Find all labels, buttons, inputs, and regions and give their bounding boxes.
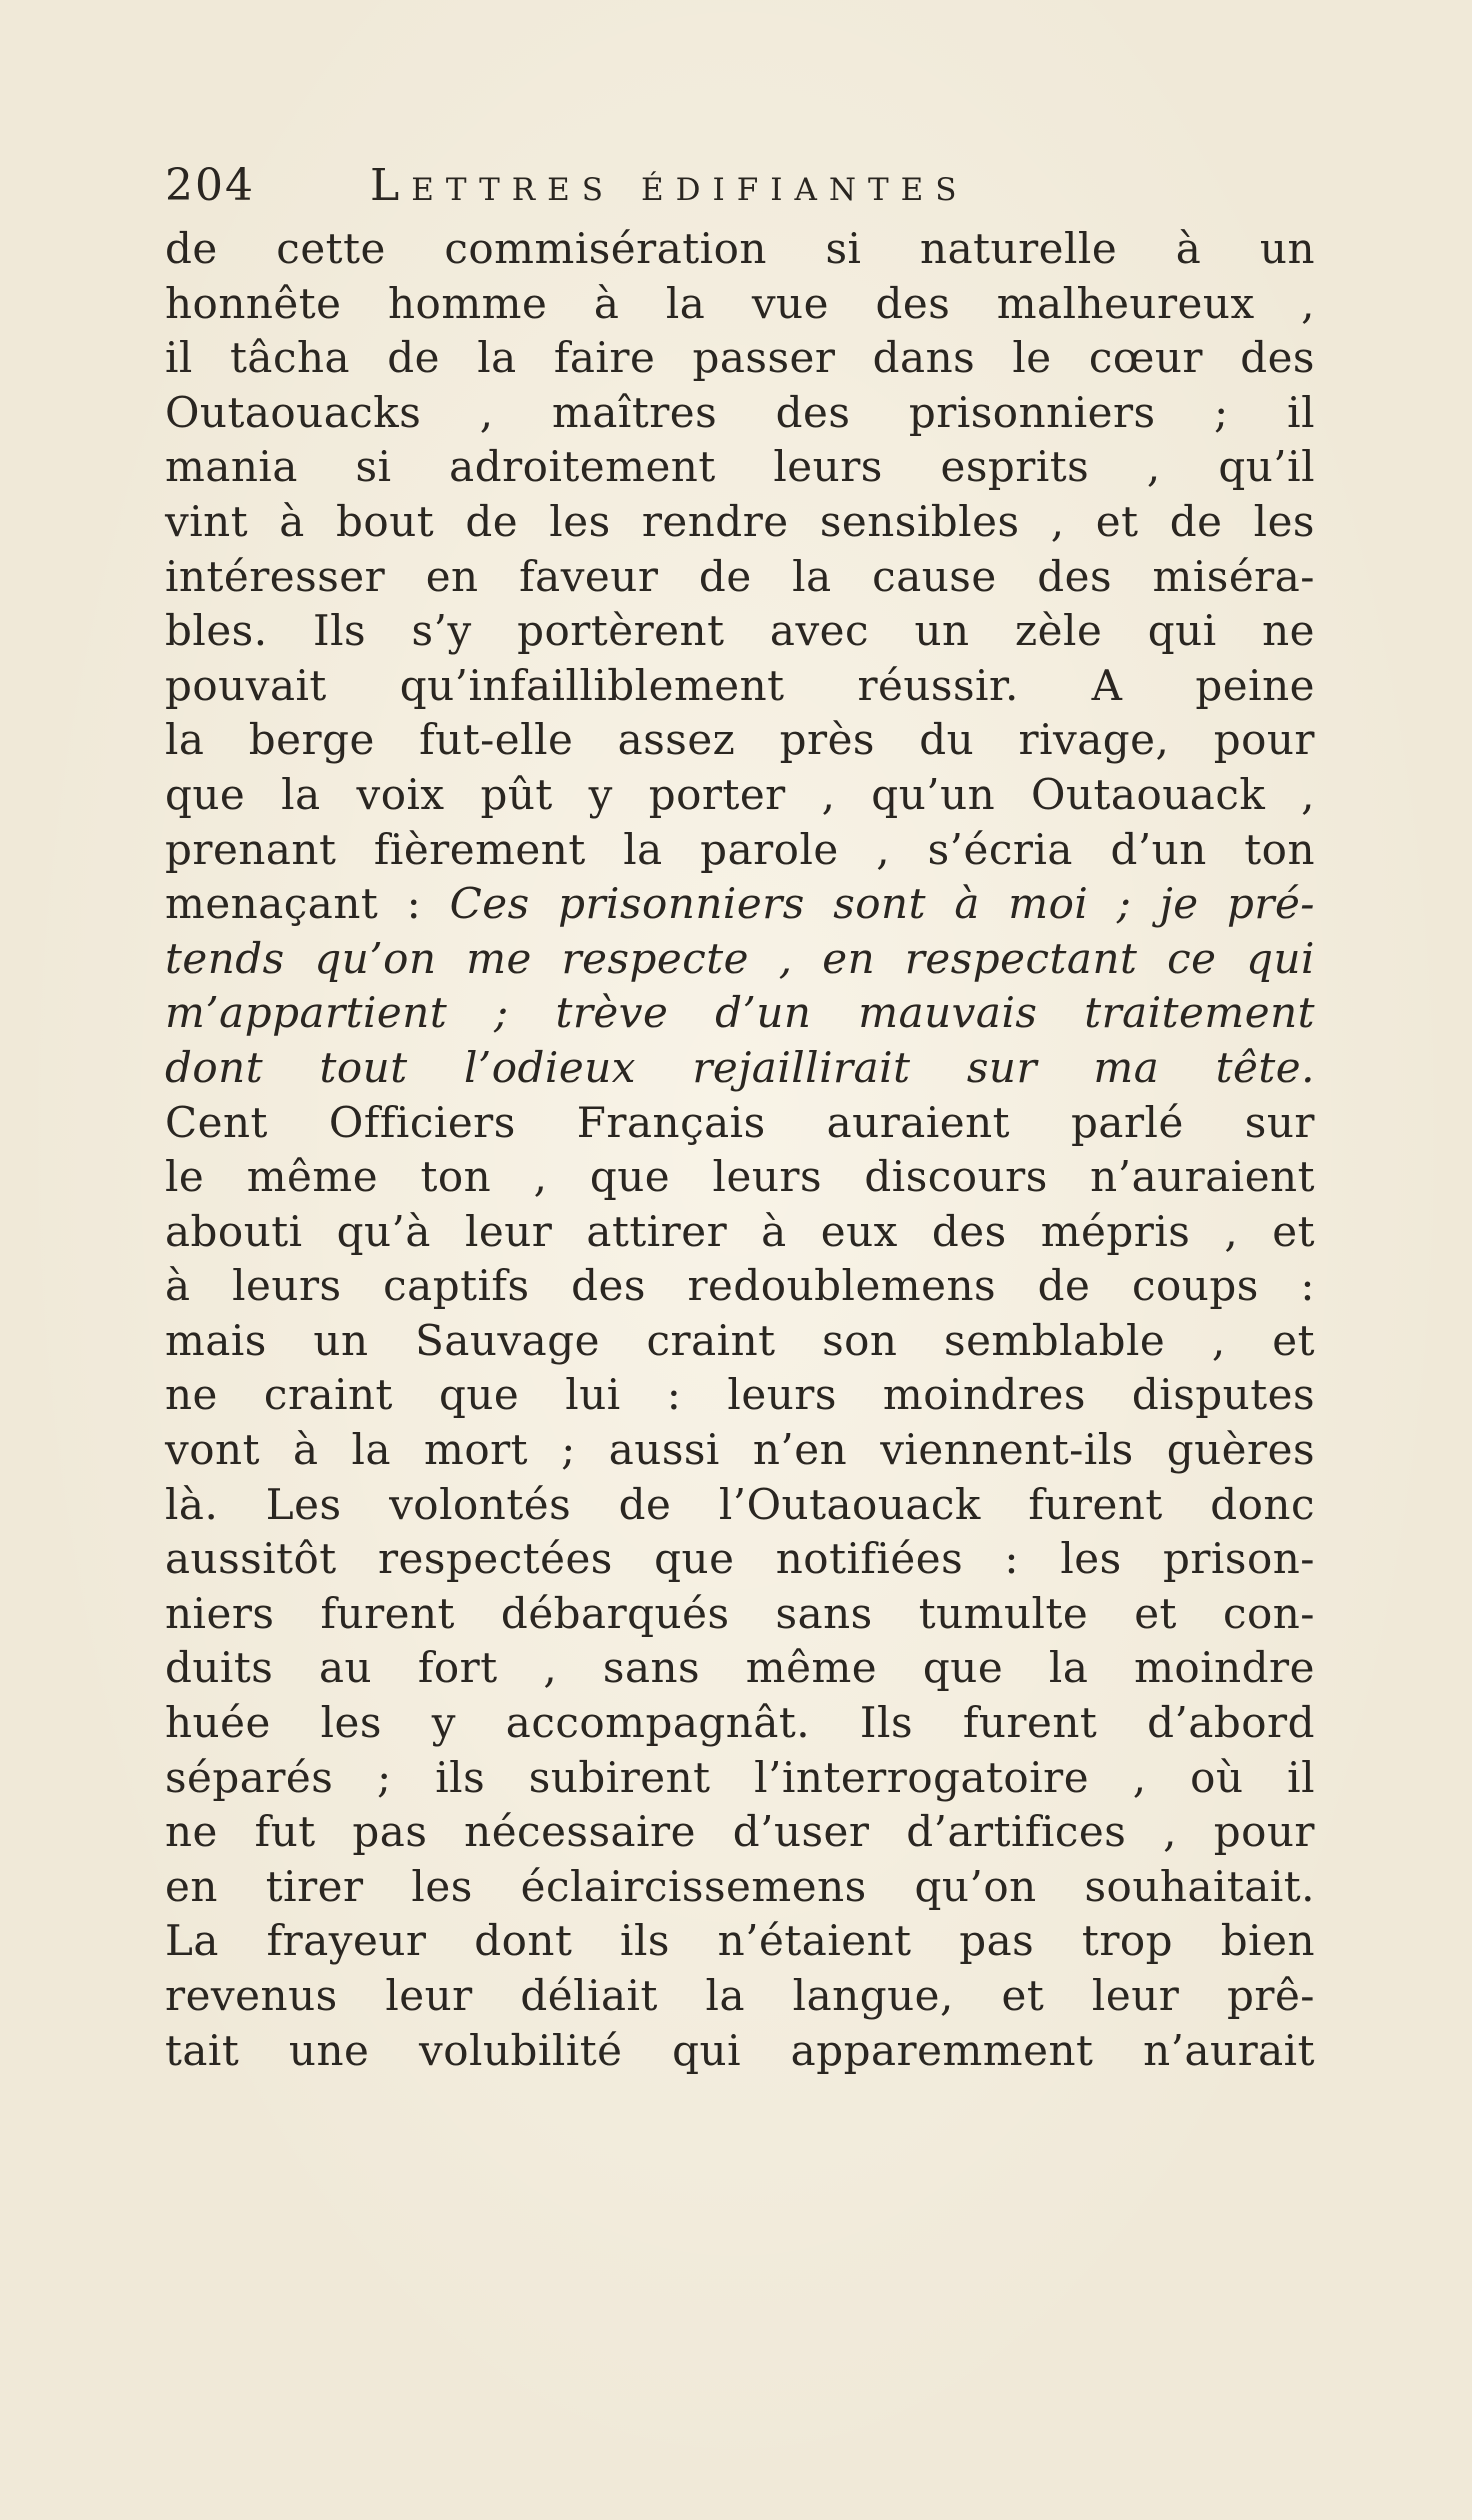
- text-line: [165, 550, 1315, 605]
- text-line: [165, 1096, 1315, 1151]
- text-line: [165, 823, 1315, 878]
- text-line: [165, 1259, 1315, 1314]
- text-line: [165, 1532, 1315, 1587]
- text-segment: ne craint que lui : leurs moindres disputes: [165, 1370, 1315, 1420]
- text-line: [165, 1641, 1315, 1696]
- text-line: [165, 1478, 1315, 1533]
- text-segment: à leurs captifs des redoublemens de coups :: [165, 1261, 1315, 1311]
- text-segment: honnête homme à la vue des malheureux ,: [165, 278, 1315, 328]
- text-segment: menaçant :: [165, 879, 450, 929]
- text-segment: abouti qu’à leur attirer à eux des mépris , et: [165, 1206, 1315, 1256]
- italic-text: tends qu’on me respecte , en respectant ce qui: [165, 933, 1315, 983]
- text-segment: intéresser en faveur de la cause des miséra-: [165, 551, 1315, 601]
- text-line: [165, 768, 1315, 823]
- text-line: [165, 331, 1315, 386]
- text-line: [165, 277, 1315, 332]
- text-segment: le même ton , que leurs discours n’auraient: [165, 1152, 1315, 1202]
- text-segment: séparés ; ils subirent l’interrogatoire , où il: [165, 1752, 1315, 1802]
- text-line: [165, 1423, 1315, 1478]
- text-segment: Cent Officiers Français auraient parlé sur: [165, 1097, 1315, 1147]
- text-segment: la berge fut-elle assez près du rivage, pour: [165, 715, 1315, 765]
- text-segment: mais un Sauvage craint son semblable , et: [165, 1315, 1315, 1365]
- text-line: [165, 1041, 1315, 1096]
- text-line: [165, 932, 1315, 987]
- text-line: [165, 1751, 1315, 1806]
- italic-text: m’appartient ; trève d’un mauvais traitement: [165, 988, 1315, 1038]
- text-segment: vont à la mort ; aussi n’en viennent-ils guères: [165, 1425, 1315, 1475]
- text-line: [165, 659, 1315, 714]
- text-line: [165, 1314, 1315, 1369]
- text-segment: il tâcha de la faire passer dans le cœur des: [165, 333, 1315, 383]
- italic-text: dont tout l’odieux rejaillirait sur ma tête.: [165, 1042, 1315, 1092]
- text-line: [165, 1587, 1315, 1642]
- text-segment: duits au fort , sans même que la moindre: [165, 1643, 1315, 1693]
- text-line: [165, 877, 1315, 932]
- text-line: [165, 386, 1315, 441]
- text-segment: en tirer les éclaircissemens qu’on souhaitait.: [165, 1861, 1315, 1911]
- text-line: [165, 2024, 1315, 2079]
- text-line: [165, 1368, 1315, 1423]
- text-line: [165, 495, 1315, 550]
- text-segment: vint à bout de les rendre sensibles , et de les: [165, 496, 1315, 546]
- running-title: Lettres édifiantes: [370, 160, 969, 211]
- text-line: [165, 1969, 1315, 2024]
- text-line: [165, 1205, 1315, 1260]
- text-line: [165, 222, 1315, 277]
- text-segment: aussitôt respectées que notifiées : les prison-: [165, 1534, 1315, 1584]
- page-number: 204: [165, 160, 255, 211]
- page-header: [165, 160, 1315, 220]
- text-line: [165, 1860, 1315, 1915]
- text-segment: tait une volubilité qui apparemment n’aurait: [165, 2025, 1315, 2075]
- text-segment: ne fut pas nécessaire d’user d’artifices , pour: [165, 1807, 1315, 1857]
- text-line: [165, 1150, 1315, 1205]
- text-segment: revenus leur déliait la langue, et leur prê-: [165, 1971, 1315, 2020]
- text-segment: huée les y accompagnât. Ils furent d’abord: [165, 1698, 1315, 1748]
- body-text: [165, 222, 1315, 2078]
- text-line: [165, 440, 1315, 495]
- text-line: [165, 1805, 1315, 1860]
- text-segment: La frayeur dont ils n’étaient pas trop bien: [165, 1916, 1315, 1966]
- text-line: [165, 713, 1315, 768]
- text-segment: pouvait qu’infailliblement réussir. A peine: [165, 660, 1315, 710]
- text-segment: de cette commisération si naturelle à un: [165, 224, 1315, 273]
- italic-text: Ces prisonniers sont à moi ; je pré-: [449, 879, 1315, 929]
- text-line: [165, 986, 1315, 1041]
- text-segment: prenant fièrement la parole , s’écria d’un ton: [165, 824, 1315, 874]
- text-segment: là. Les volontés de l’Outaouack furent donc: [165, 1479, 1315, 1529]
- text-line: [165, 1914, 1315, 1969]
- text-segment: Outaouacks , maîtres des prisonniers ; il: [165, 387, 1315, 437]
- text-line: [165, 1696, 1315, 1751]
- text-segment: niers furent débarqués sans tumulte et con-: [165, 1588, 1315, 1638]
- text-line: [165, 604, 1315, 659]
- text-segment: bles. Ils s’y portèrent avec un zèle qui ne: [165, 606, 1315, 656]
- text-segment: que la voix pût y porter , qu’un Outaouack ,: [165, 769, 1315, 819]
- text-segment: mania si adroitement leurs esprits , qu’il: [165, 442, 1315, 492]
